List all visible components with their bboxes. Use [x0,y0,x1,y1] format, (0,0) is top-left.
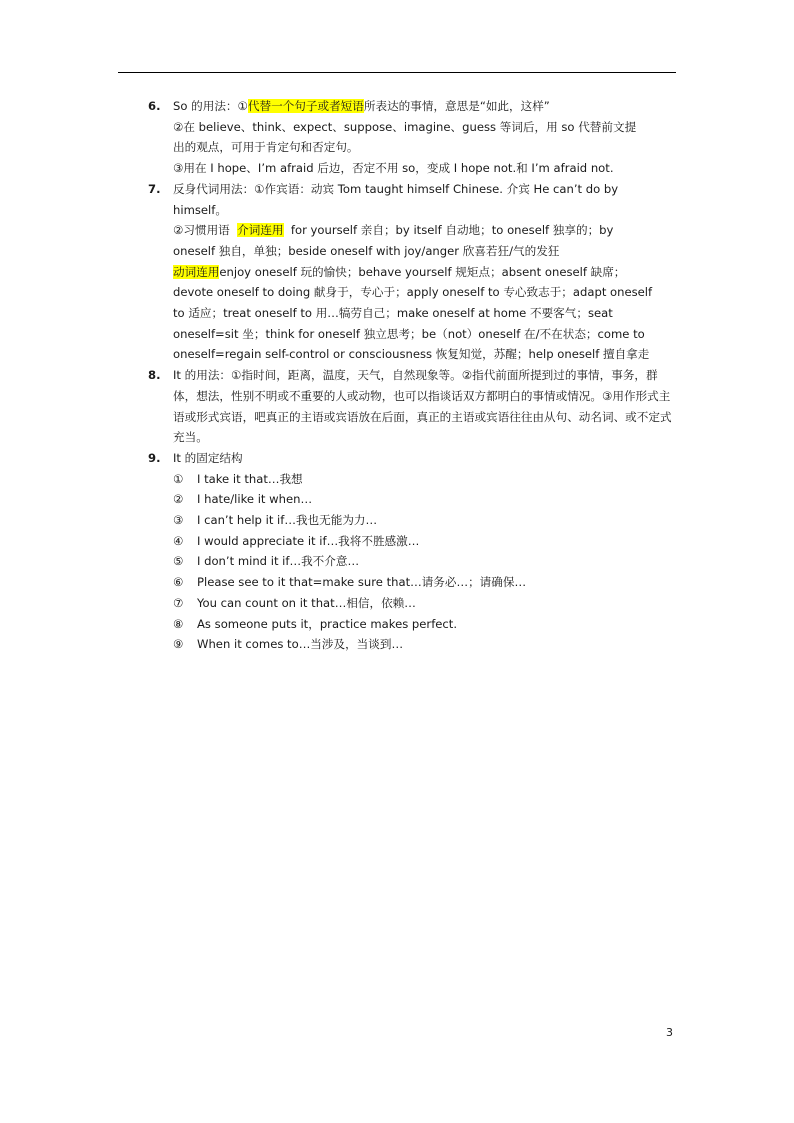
highlighted-text: 介词连用 [237,223,284,238]
circled-number: ① [173,471,184,486]
list-item-9 [146,448,676,655]
item-number: 6. [148,99,161,113]
paragraph-text: It 的用法：①指时间，距离，温度，天气，自然现象等。②指代前面所提到过的事情，事务，群体，想法，性别不明或不重要的人或动物，也可以指谈话双方都明白的事情或情况。③用作形式主语或形式宾语，吧真正的主语或宾语放在后面，真正的主语或宾语往往由从句、动名词、或不定式充当。 [173,368,672,445]
item-number: 7. [148,181,161,196]
text-line: 动词连用enjoy oneself 玩的愉快；behave yourself 规矩点；absent oneself 缺席； [173,264,626,279]
circled-number: ③ [173,513,184,528]
text-line: 出的观点，可用于肯定句和否定句。 [173,140,359,155]
circled-number: ⑥ [173,575,184,590]
list-item: ⑥ Please see to it that=make sure that…请务必…；请确保… [173,572,676,593]
section-heading: It 的固定结构 [173,450,243,465]
item-number: 8. [148,368,161,383]
list-item: ① I take it that…我想 [173,469,676,490]
list-item: ⑧ As someone puts it，practice makes perfect. [173,614,676,635]
page-number: 3 [666,1026,673,1039]
item-number: 9. [148,450,161,465]
highlighted-text: 代替一个句子或者短语 [247,99,364,113]
list-item: ② I hate/like it when… [173,489,676,510]
text-line: 反身代词用法：①作宾语：动宾 Tom taught himself Chinese. 介宾 He can’t do by [173,181,619,196]
circled-number: ⑨ [173,637,184,652]
text-line: ③用在 I hope、I’m afraid 后边，否定不用 so，变成 I hope not.和 I’m afraid not. [173,161,614,176]
text-line: ②习惯用语 介词连用 for yourself 亲自；by itself 自动地；to oneself 独享的；by [173,223,614,238]
text-line: oneself=regain self-control or consciousness 恢复知觉，苏醒；help oneself 擅自拿走 [173,347,650,362]
list-item: ④ I would appreciate it if…我将不胜感激… [173,531,676,552]
text-line: oneself=sit 坐；think for oneself 独立思考；be（not）oneself 在/不在状态；come to [173,326,645,341]
highlighted-text: 动词连用 [173,264,220,279]
list-item: ③ I can’t help it if…我也无能为力… [173,510,676,531]
circled-number: ⑦ [173,595,184,610]
list-item: ⑦ You can count on it that…相信，依赖… [173,593,676,614]
text-line: So 的用法：①代替一个句子或者短语所表达的事情，意思是“如此，这样” [173,99,550,113]
fixed-structure-list [173,469,676,655]
text-line: himself。 [173,202,227,217]
list-item: ⑤ I don’t mind it if…我不介意… [173,551,676,572]
header-rule [118,72,676,73]
text-line: oneself 独自，单独；beside oneself with joy/anger 欣喜若狂/气的发狂 [173,243,560,258]
document-body [146,96,676,655]
circled-number: ⑧ [173,616,184,631]
list-item: ⑨ When it comes to…当涉及，当谈到… [173,634,676,655]
circled-number: ② [173,492,184,507]
text-line: ②在 believe、think、expect、suppose、imagine、guess 等词后，用 so 代替前文提 [173,119,637,134]
text-line: devote oneself to doing 献身于，专心于；apply oneself to 专心致志于；adapt oneself [173,285,653,300]
circled-number: ④ [173,533,184,548]
circled-number: ⑤ [173,554,184,569]
list-item-8 [146,365,676,448]
text-line: to 适应；treat oneself to 用…犒劳自己；make oneself at home 不要客气；seat [173,306,613,321]
list-item-7 [146,179,676,365]
list-item-6 [146,96,676,179]
